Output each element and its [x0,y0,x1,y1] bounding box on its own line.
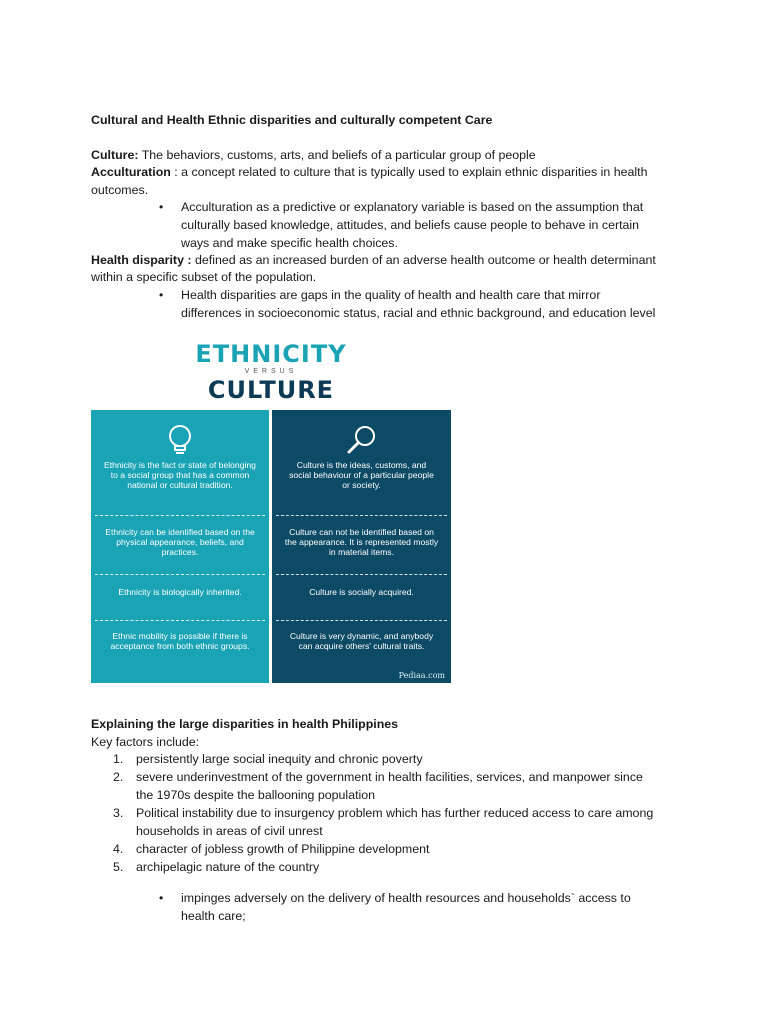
divider [95,515,265,516]
acculturation-definition [91,163,647,181]
health-disparity-term: Health disparity : [91,253,192,267]
divider [95,620,265,621]
list-item: persistently large social inequity and chronic poverty [136,752,423,766]
infographic-source-logo: Pediaa.com [398,671,445,680]
ethnicity-text-3: Ethnicity is biologically inherited. [118,587,242,597]
acculturation-def-line1: : a concept related to culture that is typically used to explain ethnic disparities in health [170,165,648,179]
key-factors-intro: Key factors include: [91,735,200,749]
culture-term: Culture: [91,148,139,162]
acculturation-bullet-line2: culturally based knowledge, attitudes, and beliefs cause people to behave in certain [181,218,640,232]
list-number: 1. [113,752,124,766]
list-number: 2. [113,770,124,784]
list-number: 3. [113,806,124,820]
ethnicity-text-2: Ethnicity can be identified based on the physical appearance, beliefs, and practices. [105,527,255,557]
culture-text-4: Culture is very dynamic, and anybody can acquire others' cultural traits. [289,631,434,651]
list-item-continuation: households in areas of civil unrest [136,824,323,838]
infographic-header [91,334,451,410]
divider [95,574,265,575]
divider [276,574,447,575]
ethnicity-text-1: Ethnicity is the fact or state of belonging to a social group that has a common national or cultural tradition. [104,460,256,490]
health-disparity-definition [91,251,656,269]
divider [276,515,447,516]
divider [276,620,447,621]
health-disparity-def-line1: defined as an increased burden of an adverse health outcome or health determinant [191,253,656,267]
list-item: archipelagic nature of the country [136,860,320,874]
ethnicity-vs-culture-infographic [91,334,451,683]
culture-text-1: Culture is the ideas, customs, and social behaviour of a particular people or society. [289,460,434,490]
list-item-continuation: the 1970s despite the ballooning population [136,788,376,802]
health-disparity-def-line2: within a specific subset of the population. [91,270,317,284]
disparity-bullet-line2: differences in socioeconomic status, racial and ethnic background, and education level [181,306,656,320]
magnifier-icon [346,424,378,456]
bullet-marker: • [159,200,164,214]
culture-text-2: Culture can not be identified based on the appearance. It is represented mostly in material items. [284,527,439,557]
list-number: 4. [113,842,124,856]
culture-definition [91,146,536,164]
final-bullet-line1: impinges adversely on the delivery of health resources and households` access to [181,891,631,905]
section-title: Explaining the large disparities in health Philippines [91,717,399,731]
disparity-bullet-line1: Health disparities are gaps in the quality of health and health care that mirror [181,288,601,302]
ethnicity-text-4: Ethnic mobility is possible if there is acceptance from both ethnic groups. [110,631,250,651]
infographic-heading-ethnicity: ETHNICITY [195,340,347,368]
acculturation-bullet-line1: Acculturation as a predictive or explanatory variable is based on the assumption that [181,200,644,214]
acculturation-term: Acculturation [91,165,171,179]
bullet-marker: • [159,891,164,905]
acculturation-bullet-line3: ways and make specific health choices. [181,236,398,250]
culture-column [272,410,451,683]
culture-def: The behaviors, customs, arts, and beliefs of a particular group of people [138,148,536,162]
final-bullet-line2: health care; [181,909,246,923]
list-number: 5. [113,860,124,874]
bullet-marker: • [159,288,164,302]
list-item: character of jobless growth of Philippine development [136,842,430,856]
culture-text-3: Culture is socially acquired. [309,587,414,597]
infographic-heading-culture: CULTURE [207,376,335,404]
ethnicity-column [91,410,269,683]
document-title: Cultural and Health Ethnic disparities and culturally competent Care [91,113,493,127]
lightbulb-icon [166,424,194,456]
infographic-heading-versus: VERSUS [244,368,298,375]
acculturation-def-line2: outcomes. [91,183,149,197]
list-item: Political instability due to insurgency problem which has further reduced access to care among [136,806,654,820]
list-item: severe underinvestment of the government in health facilities, services, and manpower since [136,770,643,784]
